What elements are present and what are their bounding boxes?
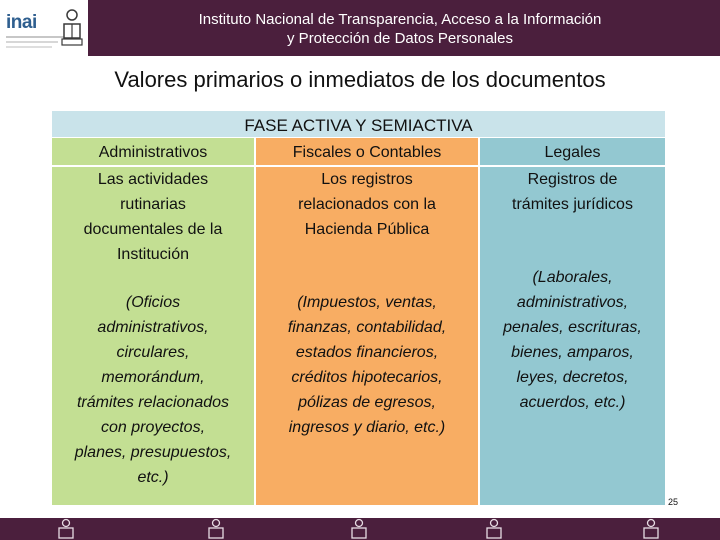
example-line: finanzas, contabilidad, xyxy=(287,319,447,336)
example-line: memorándum, xyxy=(101,369,205,386)
example-line: planes, presupuestos, xyxy=(74,444,232,461)
column-legales xyxy=(480,138,665,505)
logo-tagline-line xyxy=(6,36,64,38)
example-line: leyes, decretos, xyxy=(516,369,629,386)
example-line: con proyectos, xyxy=(100,419,206,436)
logo-tagline-line xyxy=(6,41,58,43)
example-line: (Laborales, xyxy=(532,269,613,286)
example-line: administrativos, xyxy=(516,294,629,311)
person-book-icon xyxy=(60,8,84,48)
example-line: (Oficios xyxy=(125,294,181,311)
column-description xyxy=(256,167,478,242)
column-administrativos xyxy=(52,138,254,505)
description-line: Registros de xyxy=(527,171,618,188)
column-examples xyxy=(52,290,254,490)
example-line: bienes, amparos, xyxy=(511,344,634,361)
example-line: acuerdos, etc.) xyxy=(519,394,626,411)
person-book-icon xyxy=(640,518,662,540)
column-examples xyxy=(256,290,478,440)
logo-tagline-line xyxy=(6,46,52,48)
column-fiscales xyxy=(256,138,478,505)
example-line: créditos hipotecarios, xyxy=(291,369,443,386)
description-line: trámites jurídicos xyxy=(512,196,633,213)
description-line: rutinarias xyxy=(120,196,186,213)
example-line: (Impuestos, ventas, xyxy=(297,294,437,311)
description-line: relacionados con la xyxy=(298,196,436,213)
column-header: Administrativos xyxy=(98,144,208,161)
example-line: etc.) xyxy=(137,469,169,486)
organization-name xyxy=(150,10,650,48)
example-line: ingresos y diario, etc.) xyxy=(288,419,446,436)
description-line: Las actividades xyxy=(97,171,209,188)
column-header: Legales xyxy=(544,144,601,161)
example-line: trámites relacionados xyxy=(76,394,230,411)
page-number: 25 xyxy=(668,497,679,507)
column-description xyxy=(52,167,254,267)
column-description xyxy=(480,167,665,217)
person-book-icon xyxy=(205,518,227,540)
example-line: pólizas de egresos, xyxy=(298,394,436,411)
column-examples xyxy=(480,265,665,415)
example-line: estados financieros, xyxy=(295,344,439,361)
org-name-line1: Instituto Nacional de Transparencia, Acceso a la Información xyxy=(198,11,602,28)
example-line: circulares, xyxy=(116,344,190,361)
phase-header: FASE ACTIVA Y SEMIACTIVA xyxy=(52,111,665,137)
description-line: Los registros xyxy=(321,171,413,188)
inai-logo xyxy=(0,0,88,56)
description-line: documentales de la xyxy=(83,221,223,238)
person-book-icon xyxy=(348,518,370,540)
org-name-line2: y Protección de Datos Personales xyxy=(287,30,513,47)
logo-wordmark: inai xyxy=(6,12,37,33)
description-line: Institución xyxy=(116,246,190,263)
column-header: Fiscales o Contables xyxy=(292,144,442,161)
person-book-icon xyxy=(55,518,77,540)
person-book-icon xyxy=(483,518,505,540)
slide-title: Valores primarios o inmediatos de los documentos xyxy=(114,67,606,92)
example-line: penales, escrituras, xyxy=(503,319,642,336)
example-line: administrativos, xyxy=(97,319,209,336)
description-line: Hacienda Pública xyxy=(304,221,430,238)
